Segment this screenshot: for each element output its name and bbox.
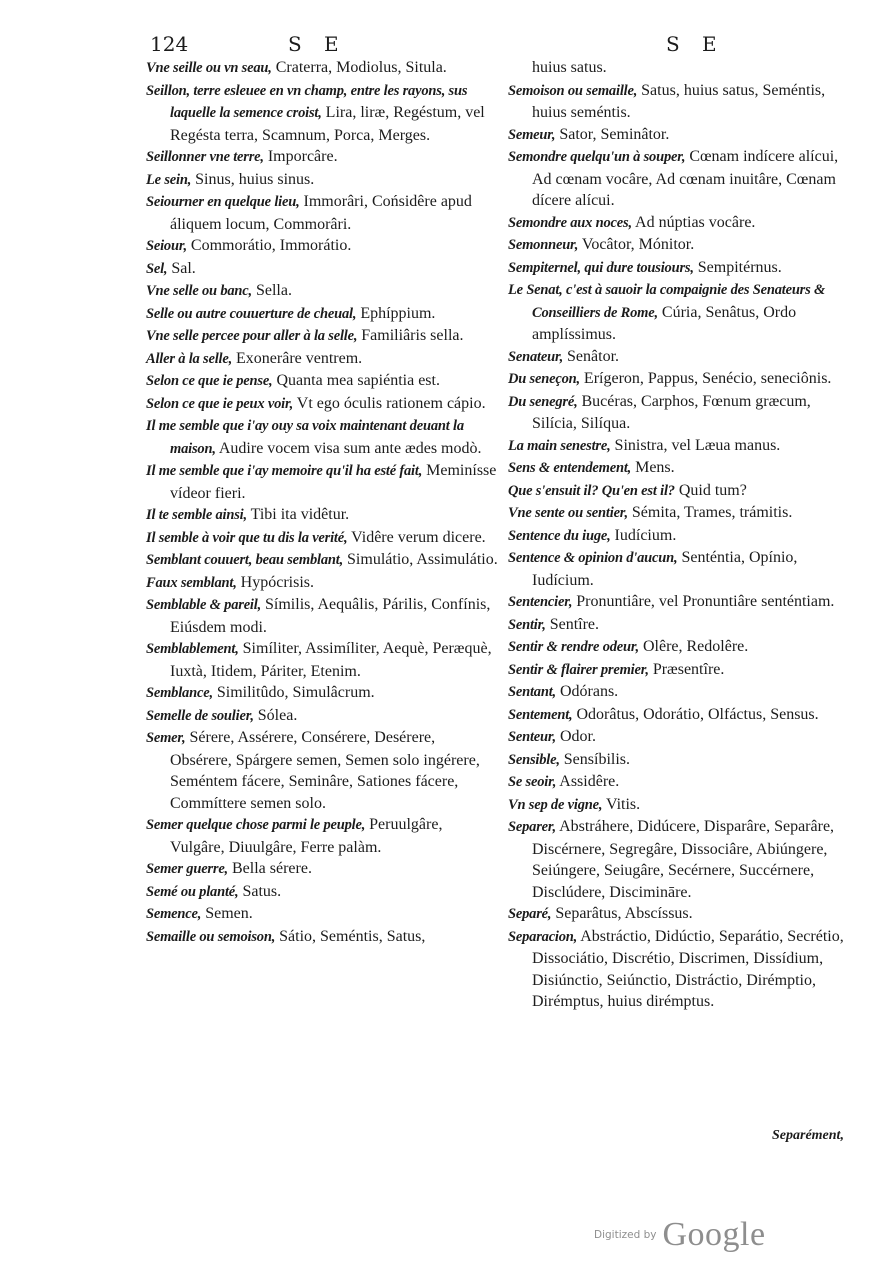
entry-headword: Selon ce que ie peux voir, — [146, 395, 294, 412]
entry-headword: Semence, — [146, 906, 202, 922]
entry-headword: Sempiternel, qui dure tousiours, — [508, 259, 694, 276]
entry-translation: Familiâris sella. — [357, 327, 464, 344]
dictionary-entry — [508, 794, 853, 817]
entry-translation: Senténtia, Opínio, Iudícium. — [532, 549, 798, 589]
entry-translation: Lira, liræ, Regéstum, vel Regésta terra, Scamnum, Porca, Merges. — [170, 104, 485, 144]
dictionary-entry — [146, 325, 498, 348]
entry-translation: Ad núptias vocâre. — [631, 213, 756, 231]
entry-headword: Semblablement, — [146, 641, 239, 657]
dictionary-entry — [146, 169, 498, 192]
entry-translation: Ephíppium. — [356, 304, 436, 322]
entry-translation: Sinus, huius sinus. — [191, 170, 315, 188]
entry-translation: Peruulgâre, Vulgâre, Diuulgâre, Ferre palàm. — [170, 816, 443, 856]
dictionary-entry — [508, 435, 853, 458]
entry-translation: Separâtus, Abscíssus. — [551, 905, 693, 922]
right-running-head: S E — [666, 32, 725, 56]
entry-translation: Odorâtus, Odorátio, Olfáctus, Sensus. — [572, 705, 819, 723]
dictionary-entry — [146, 191, 498, 235]
entry-translation: Vidêre verum dicere. — [347, 528, 486, 546]
entry-translation: Abstráctio, Didúctio, Separátio, Secrétio, Dissociátio, Discrétio, Discrimen, Dissídium, Disiúnctio, Seiúnctio, Distráctio, Dirémptio, Dirémptus, huius dirémptus. — [532, 927, 844, 1010]
dictionary-entry — [508, 480, 853, 503]
entry-headword: Senteur, — [508, 729, 556, 745]
dictionary-entry — [508, 212, 853, 235]
entry-headword: Sel, — [146, 260, 168, 277]
entry-headword: Semondre aux noces, — [508, 214, 632, 231]
entry-translation: Sensíbilis. — [559, 750, 631, 768]
entry-translation: Senâtor. — [563, 347, 620, 365]
dictionary-entry — [146, 682, 498, 705]
dictionary-entry — [146, 705, 498, 728]
entry-headword: Semblance, — [146, 685, 213, 701]
entry-headword: Semer quelque chose parmi le peuple, — [146, 817, 366, 833]
dictionary-entry — [508, 704, 853, 727]
dictionary-entry — [508, 903, 853, 926]
entry-translation: Immorâri, Cońsidêre apud áliquem locum, Commorâri. — [170, 193, 472, 233]
dictionary-entry — [508, 80, 853, 124]
entry-translation: Vitis. — [602, 795, 641, 813]
left-column — [146, 57, 498, 948]
entry-headword: Du senegré, — [508, 393, 578, 410]
dictionary-entry — [146, 527, 498, 550]
entry-headword: Semer guerre, — [146, 861, 228, 877]
entry-translation: Simulátio, Assimulátio. — [343, 551, 498, 568]
entry-headword: Le sein, — [146, 171, 192, 188]
entry-translation: Sator, Seminâtor. — [555, 125, 670, 143]
right-column — [508, 57, 853, 1013]
dictionary-entry — [508, 368, 853, 391]
google-logo: Google — [662, 1216, 766, 1253]
dictionary-entry — [508, 659, 853, 682]
entry-headword: Seiour, — [146, 238, 187, 254]
dictionary-entry — [508, 257, 853, 280]
dictionary-entry — [146, 370, 498, 393]
entry-headword: Le Senat, c'est à sauoir la compaignie des Senateurs & Conseilliers de Rome, — [508, 282, 826, 321]
entry-headword: La main senestre, — [508, 437, 611, 454]
entry-headword: Semonneur, — [508, 237, 579, 253]
dictionary-entry — [508, 124, 853, 147]
dictionary-entry — [508, 614, 853, 637]
entry-translation: Satus. — [238, 882, 282, 900]
entry-translation: Quanta mea sapiéntia est. — [272, 372, 440, 389]
dictionary-entry — [508, 146, 853, 212]
dictionary-entry — [508, 926, 853, 1013]
entry-translation: Odórans. — [555, 683, 619, 700]
entry-headword: Sentir, — [508, 616, 546, 633]
entry-translation: Assidêre. — [556, 773, 620, 790]
entry-headword: Semblable & pareil, — [146, 597, 262, 613]
dictionary-entry — [508, 591, 853, 614]
entry-headword: Sentence & opinion d'aucun, — [508, 550, 678, 566]
entry-headword: Semelle de soulier, — [146, 707, 254, 724]
entry-translation: Erígeron, Pappus, Senécio, seneciônis. — [579, 370, 832, 387]
entry-translation: Símilis, Aequâlis, Párilis, Confínis, Eiúsdem modi. — [170, 596, 491, 636]
entry-translation: Sérere, Assérere, Consérere, Desérere, Obsérere, Spárgere semen, Semen solo ingérere, Seméntem fácere, Seminâre, Sationes fácere, Commíttere semen solo. — [170, 729, 480, 812]
entry-translation: Tibi ita vidêtur. — [246, 506, 350, 523]
dictionary-entry — [146, 727, 498, 814]
digitized-watermark — [594, 1216, 766, 1254]
dictionary-entry — [146, 460, 498, 504]
entry-headword: Semeur, — [508, 126, 556, 143]
entry-headword: Vne seille ou vn seau, — [146, 60, 272, 76]
dictionary-entry — [146, 57, 498, 80]
entry-translation: Cúria, Senâtus, Ordo amplíssimus. — [532, 303, 797, 343]
entry-headword: Semoison ou semaille, — [508, 82, 638, 99]
dictionary-entry — [508, 279, 853, 346]
entry-translation: Sentîre. — [545, 615, 600, 633]
entry-headword: Sentence du iuge, — [508, 527, 611, 544]
dictionary-entry — [508, 234, 853, 257]
entry-headword: Du seneçon, — [508, 371, 580, 387]
dictionary-entry — [508, 636, 853, 659]
entry-translation: Mens. — [631, 459, 675, 476]
entry-translation: Vocâtor, Mónitor. — [578, 236, 695, 253]
entry-translation: Præsentîre. — [648, 660, 725, 678]
entry-translation: Sella. — [251, 282, 292, 299]
entry-headword: Semblant couuert, beau semblant, — [146, 552, 344, 568]
entry-headword: Selon ce que ie pense, — [146, 373, 273, 389]
entry-translation: Craterra, Modiolus, Situla. — [271, 59, 447, 76]
dictionary-entry — [508, 547, 853, 591]
dictionary-entry — [146, 903, 498, 926]
dictionary-entry — [508, 346, 853, 369]
dictionary-entry — [146, 572, 498, 595]
entry-translation: Bucéras, Carphos, Fœnum græcum, Silícia, Silíqua. — [532, 392, 811, 432]
dictionary-entry — [508, 525, 853, 548]
entry-translation: Bella sérere. — [227, 860, 312, 877]
entry-translation: Meminísse vídeor fieri. — [170, 462, 497, 502]
entry-headword: Sensible, — [508, 751, 560, 768]
entry-headword: Semaille ou semoison, — [146, 928, 276, 945]
entry-translation: Simíliter, Assimíliter, Aequè, Peræquè, Iuxtà, Itidem, Páriter, Etenim. — [170, 640, 492, 680]
entry-headword: Selle ou autre couuerture de cheual, — [146, 305, 357, 322]
entry-headword: Seillonner vne terre, — [146, 149, 264, 165]
entry-translation: Audire vocem visa sum ante ædes modò. — [215, 439, 482, 457]
entry-headword: Separer, — [508, 819, 556, 835]
dictionary-entry — [146, 80, 498, 147]
entry-headword: Il te semble ainsi, — [146, 507, 247, 523]
dictionary-entry — [146, 280, 498, 303]
entry-headword: Sens & entendement, — [508, 460, 632, 476]
entry-headword: Il me semble que i'ay ouy sa voix maintenant deuant la maison, — [146, 418, 464, 457]
entry-headword: Semé ou planté, — [146, 883, 239, 900]
dictionary-entry — [146, 393, 498, 416]
dictionary-entry — [146, 926, 498, 949]
dictionary-entry — [146, 549, 498, 572]
dictionary-entry — [146, 858, 498, 881]
entry-translation: Sinistra, vel Læua manus. — [610, 436, 781, 454]
dictionary-entry — [146, 146, 498, 169]
entry-headword: Sentement, — [508, 706, 573, 723]
dictionary-entry — [146, 814, 498, 858]
entry-headword: Vne selle percee pour aller à la selle, — [146, 328, 358, 344]
watermark-prefix: Digitized by — [594, 1229, 657, 1241]
entry-translation: Sólea. — [253, 706, 298, 724]
dictionary-entry — [146, 348, 498, 371]
entry-translation: Similitûdo, Simulâcrum. — [212, 684, 375, 701]
entry-headword: Vne sente ou sentier, — [508, 505, 628, 521]
dictionary-entry — [146, 504, 498, 527]
page-number: 124 — [150, 32, 189, 56]
entry-headword: Il semble à voir que tu dis la verité, — [146, 529, 348, 546]
entry-translation: Sátio, Seméntis, Satus, — [275, 927, 426, 945]
entry-translation: huius satus. — [532, 59, 607, 76]
dictionary-entry — [508, 457, 853, 480]
entry-headword: Aller à la selle, — [146, 350, 233, 367]
dictionary-entry — [146, 594, 498, 638]
entry-translation: Imporcâre. — [263, 148, 338, 165]
entry-translation: Abstráhere, Didúcere, Disparâre, Separâre, Discérnere, Segregâre, Dissociâre, Abiúngere, Seiúngere, Seiugâre, Secérnere, Succérnere, Disclúdere, Discimināre. — [532, 818, 835, 901]
entry-headword: Sentencier, — [508, 594, 573, 610]
entry-translation: Olêre, Redolêre. — [638, 638, 749, 655]
entry-headword: Vne selle ou banc, — [146, 283, 252, 299]
entry-translation: Sal. — [167, 259, 196, 277]
left-running-head: S E — [288, 32, 347, 56]
entry-headword: Sentant, — [508, 684, 556, 700]
dictionary-entry — [146, 415, 498, 460]
entry-translation: Semen. — [201, 905, 253, 922]
entry-headword: Que s'ensuit il? Qu'en est il? — [508, 482, 675, 499]
entry-headword: Faux semblant, — [146, 574, 237, 591]
entry-headword: Seiourner en quelque lieu, — [146, 194, 300, 210]
dictionary-entry — [508, 726, 853, 749]
dictionary-entry — [146, 303, 498, 326]
entry-translation: Iudícium. — [610, 526, 677, 544]
entry-translation: Hypócrisis. — [236, 573, 314, 591]
entry-headword: Semondre quelqu'un à souper, — [508, 149, 686, 165]
entry-translation: Cœnam indícere alícui, Ad cœnam vocâre, Ad cœnam inuitâre, Cœnam dícere alícui. — [532, 148, 839, 209]
entry-headword: Il me semble que i'ay memoire qu'il ha esté fait, — [146, 463, 423, 479]
entry-translation: Quid tum? — [674, 481, 747, 499]
entry-translation: Exonerâre ventrem. — [232, 349, 363, 367]
entry-translation: Pronuntiâre, vel Pronuntiâre senténtiam. — [572, 593, 835, 610]
entry-headword: Se seoir, — [508, 774, 557, 790]
dictionary-entry — [146, 235, 498, 258]
entry-translation: Satus, huius satus, Seméntis, huius seméntis. — [532, 81, 826, 121]
entry-headword: Semer, — [146, 730, 186, 746]
dictionary-entry — [146, 638, 498, 682]
dictionary-entry — [508, 749, 853, 772]
entry-translation: Sempitérnus. — [693, 258, 782, 276]
dictionary-entry — [146, 258, 498, 281]
entry-translation: Odor. — [555, 728, 596, 745]
dictionary-entry — [508, 502, 853, 525]
entry-translation: Sémita, Trames, trámitis. — [627, 504, 793, 521]
entry-headword: Seillon, terre esleuee en vn champ, entre les rayons, sus laquelle la semence croist, — [146, 82, 468, 121]
entry-headword: Separé, — [508, 906, 552, 922]
dictionary-entry — [508, 57, 853, 80]
entry-headword: Sentir & flairer premier, — [508, 661, 649, 678]
dictionary-entry — [508, 681, 853, 704]
dictionary-entry — [508, 771, 853, 794]
dictionary-entry — [146, 881, 498, 904]
entry-translation: Commorátio, Immorátio. — [186, 237, 352, 254]
entry-headword: Senateur, — [508, 348, 564, 365]
entry-translation: Vt ego óculis rationem cápio. — [293, 394, 486, 412]
entry-headword: Sentir & rendre odeur, — [508, 639, 639, 655]
catchword: Separément, — [772, 1128, 844, 1143]
entry-headword: Vn sep de vigne, — [508, 796, 603, 813]
entry-headword: Separacion, — [508, 928, 578, 945]
dictionary-entry — [508, 391, 853, 435]
dictionary-entry — [508, 816, 853, 903]
